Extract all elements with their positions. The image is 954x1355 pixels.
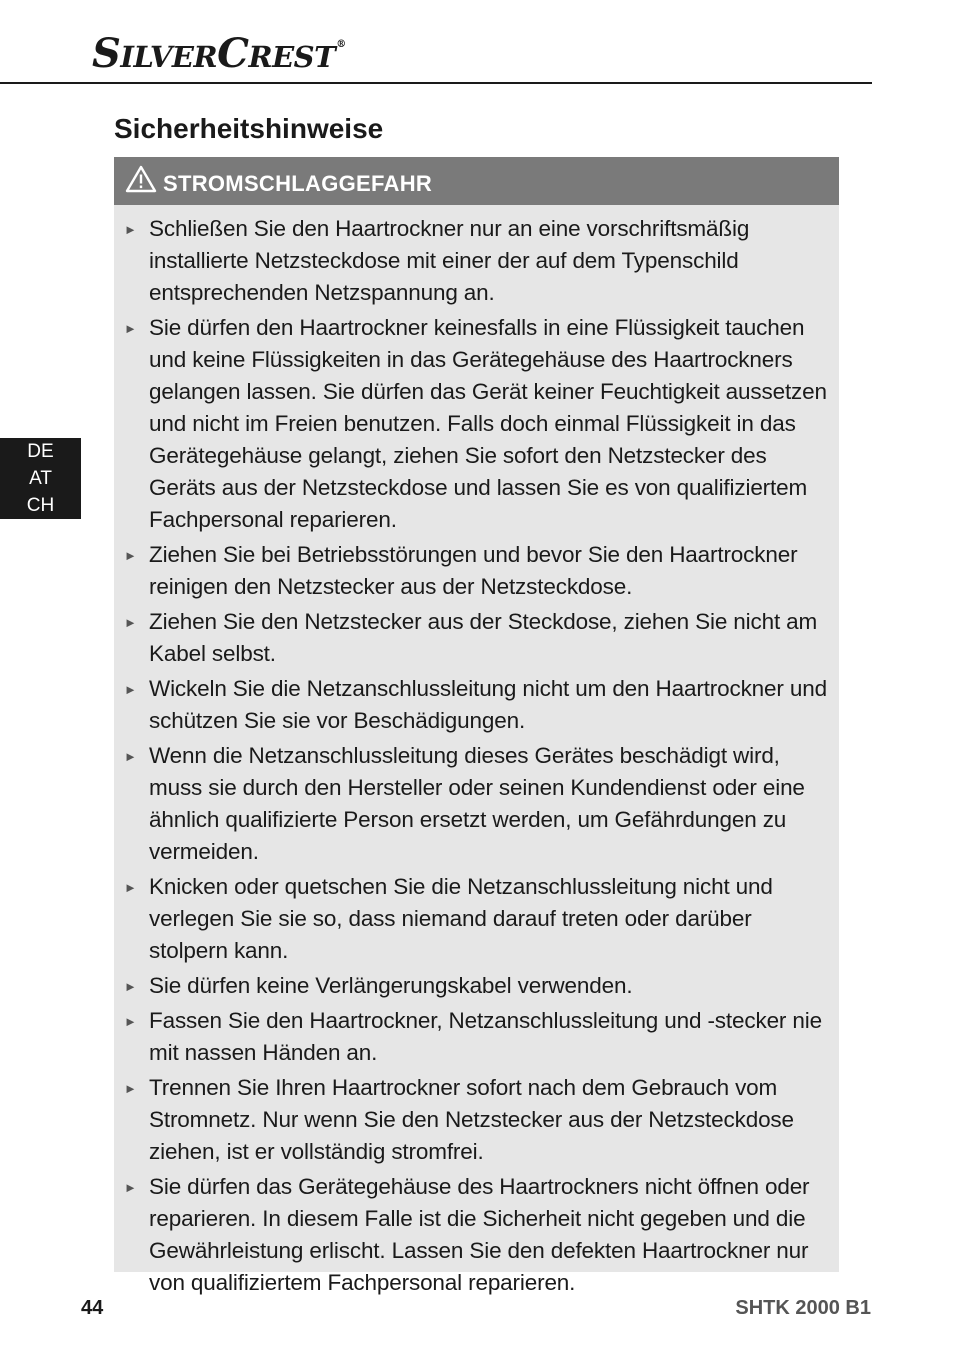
bullet-arrow-icon: ► [124, 222, 137, 237]
list-item-text: Ziehen Sie bei Betriebsstörungen und bevor Sie den Haartrockner reinigen den Netzstecker aus der Netzsteckdose. [149, 542, 798, 599]
list-item-text: Sie dürfen den Haartrockner keinesfalls in eine Flüssigkeit tauchen und keine Flüssigkeiten in das Gerätegehäuse des Haartrockners gelangen lassen. Sie dürfen das Gerät keiner Feuchtigkeit aussetzen und nicht im Freien benutzen. Falls doch einmal Flüssigkeit in das Gerätegehäuse gelangt, ziehen Sie sofort den Netzstecker des Geräts aus der Netzsteckdose und lassen Sie es von qualifiziertem Fachpersonal reparieren. [149, 315, 827, 532]
bullet-arrow-icon: ► [124, 979, 137, 994]
language-at: AT [29, 468, 52, 489]
list-item [114, 606, 831, 670]
logo-word-rest: REST [248, 40, 336, 74]
list-item [114, 1072, 831, 1168]
bullet-arrow-icon: ► [124, 615, 137, 630]
logo-word-ilver: ILVER [120, 40, 218, 74]
warning-triangle-icon [125, 165, 157, 193]
warning-title: STROMSCHLAGGEFAHR [163, 171, 433, 196]
bullet-arrow-icon: ► [124, 548, 137, 563]
brand-logo [92, 30, 346, 77]
list-item [114, 970, 831, 1002]
bullet-arrow-icon: ► [124, 880, 137, 895]
bullet-arrow-icon: ► [124, 321, 137, 336]
language-ch: CH [26, 495, 55, 516]
section-heading: Sicherheitshinweise [114, 113, 384, 144]
list-item [114, 871, 831, 967]
list-item-text: Sie dürfen das Gerätegehäuse des Haartrockners nicht öffnen oder reparieren. In diesem Falle ist die Sicherheit nicht gegeben und die Gewährleistung erlischt. Lassen Sie den defekten Haartrockner nur von qualifiziertem Fachpersonal reparieren. [149, 1174, 810, 1295]
list-item [114, 740, 831, 868]
list-item [114, 539, 831, 603]
logo-initial-s: S [92, 30, 121, 77]
list-item [114, 673, 831, 737]
safety-instructions-list [114, 205, 839, 1299]
registered-mark: ® [336, 39, 346, 50]
header-divider [0, 82, 872, 84]
list-item-text: Fassen Sie den Haartrockner, Netzanschlussleitung und -stecker nie mit nassen Händen an. [149, 1008, 822, 1065]
language-tab [0, 438, 81, 519]
bullet-arrow-icon: ► [124, 749, 137, 764]
list-item [114, 1171, 831, 1299]
warning-box [114, 157, 839, 1295]
language-de: DE [27, 441, 54, 462]
list-item-text: Schließen Sie den Haartrockner nur an eine vorschriftsmäßig installierte Netzsteckdose mit einer der auf dem Typenschild entsprechenden Netzspannung an. [149, 216, 750, 305]
model-number: SHTK 2000 B1 [735, 1297, 871, 1319]
list-item [114, 1005, 831, 1069]
bullet-arrow-icon: ► [124, 1180, 137, 1195]
list-item-text: Trennen Sie Ihren Haartrockner sofort nach dem Gebrauch vom Stromnetz. Nur wenn Sie den Netzstecker aus der Netzsteckdose ziehen, ist er vollständig stromfrei. [149, 1075, 794, 1164]
bullet-arrow-icon: ► [124, 1014, 137, 1029]
bullet-arrow-icon: ► [124, 1081, 137, 1096]
warning-header [114, 157, 839, 205]
list-item-text: Wickeln Sie die Netzanschlussleitung nicht um den Haartrockner und schützen Sie sie vor Beschädigungen. [149, 676, 827, 733]
list-item-text: Sie dürfen keine Verlängerungskabel verwenden. [149, 973, 633, 998]
list-item-text: Ziehen Sie den Netzstecker aus der Steckdose, ziehen Sie nicht am Kabel selbst. [149, 609, 818, 666]
page-number: 44 [81, 1297, 104, 1319]
logo-initial-c: C [217, 30, 249, 77]
list-item-text: Knicken oder quetschen Sie die Netzanschlussleitung nicht und verlegen Sie sie so, dass niemand darauf treten oder darüber stolpern kann. [149, 874, 773, 963]
list-item [114, 213, 831, 309]
list-item-text: Wenn die Netzanschlussleitung dieses Gerätes beschädigt wird, muss sie durch den Hersteller oder seinen Kundendienst oder eine ähnlich qualifizierte Person ersetzt werden, um Gefährdungen zu vermeiden. [149, 743, 805, 864]
list-item [114, 312, 831, 536]
bullet-arrow-icon: ► [124, 682, 137, 697]
